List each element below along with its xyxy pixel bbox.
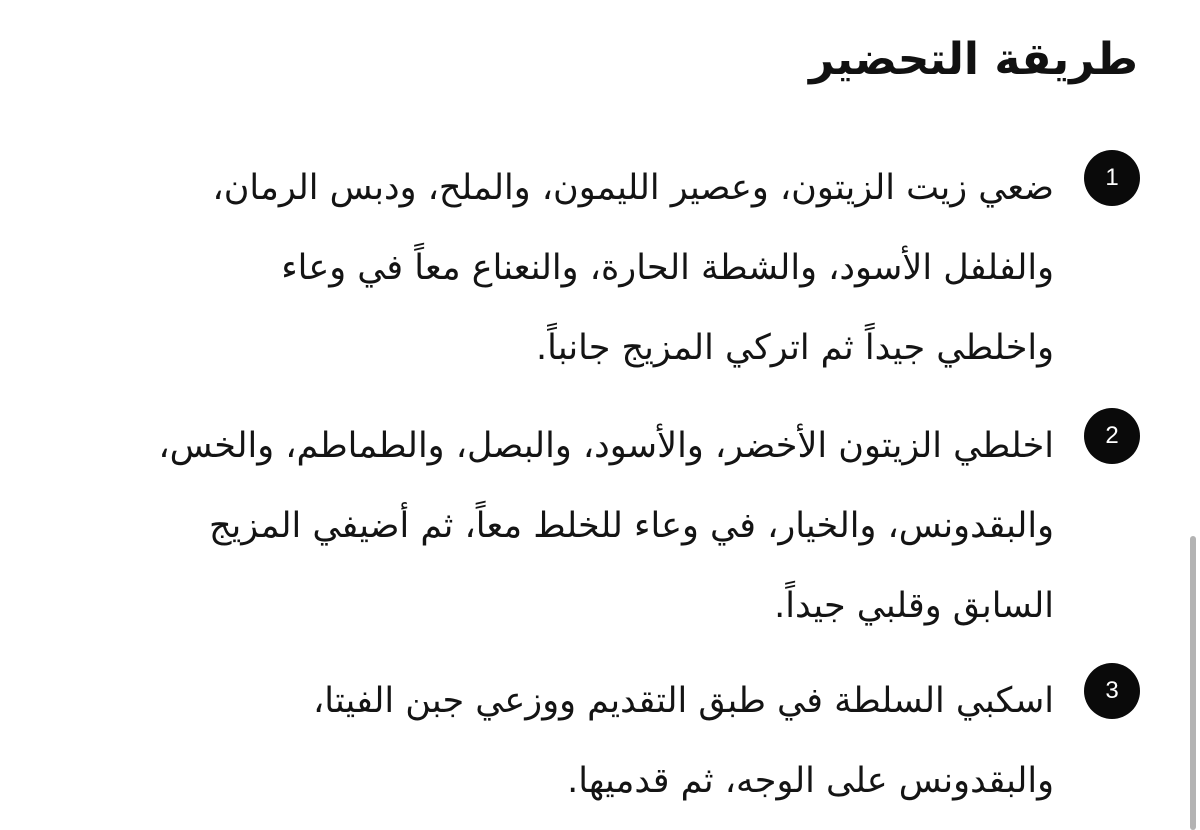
step-text-line: والبقدونس على الوجه، ثم قدميها.: [567, 761, 1054, 801]
scrollbar[interactable]: [1186, 0, 1200, 830]
step-text-line: ضعي زيت الزيتون، وعصير الليمون، والملح، ودبس الرمان،: [212, 168, 1054, 208]
step-text-line: اخلطي الزيتون الأخضر، والأسود، والبصل، والطماطم، والخس،: [158, 426, 1054, 466]
step-text-line: واخلطي جيداً ثم اتركي المزيج جانباً.: [536, 328, 1054, 368]
step-number-badge: 1: [1084, 150, 1140, 206]
step-text-line: والفلفل الأسود، والشطة الحارة، والنعناع معاً في وعاء: [281, 248, 1054, 288]
step-text-line: والبقدونس، والخيار، في وعاء للخلط معاً، ثم أضيفي المزيج: [208, 506, 1054, 546]
step-number-badge: 3: [1084, 663, 1140, 719]
step-text-line: السابق وقلبي جيداً.: [774, 586, 1054, 626]
section-title: طريقة التحضير: [809, 34, 1138, 85]
scrollbar-thumb[interactable]: [1190, 536, 1196, 830]
step-number-badge: 2: [1084, 408, 1140, 464]
step-text: [54, 148, 1054, 388]
step-text: [54, 661, 1054, 821]
step-text: [54, 406, 1054, 646]
step-text-line: اسكبي السلطة في طبق التقديم ووزعي جبن الفيتا،: [312, 681, 1054, 721]
